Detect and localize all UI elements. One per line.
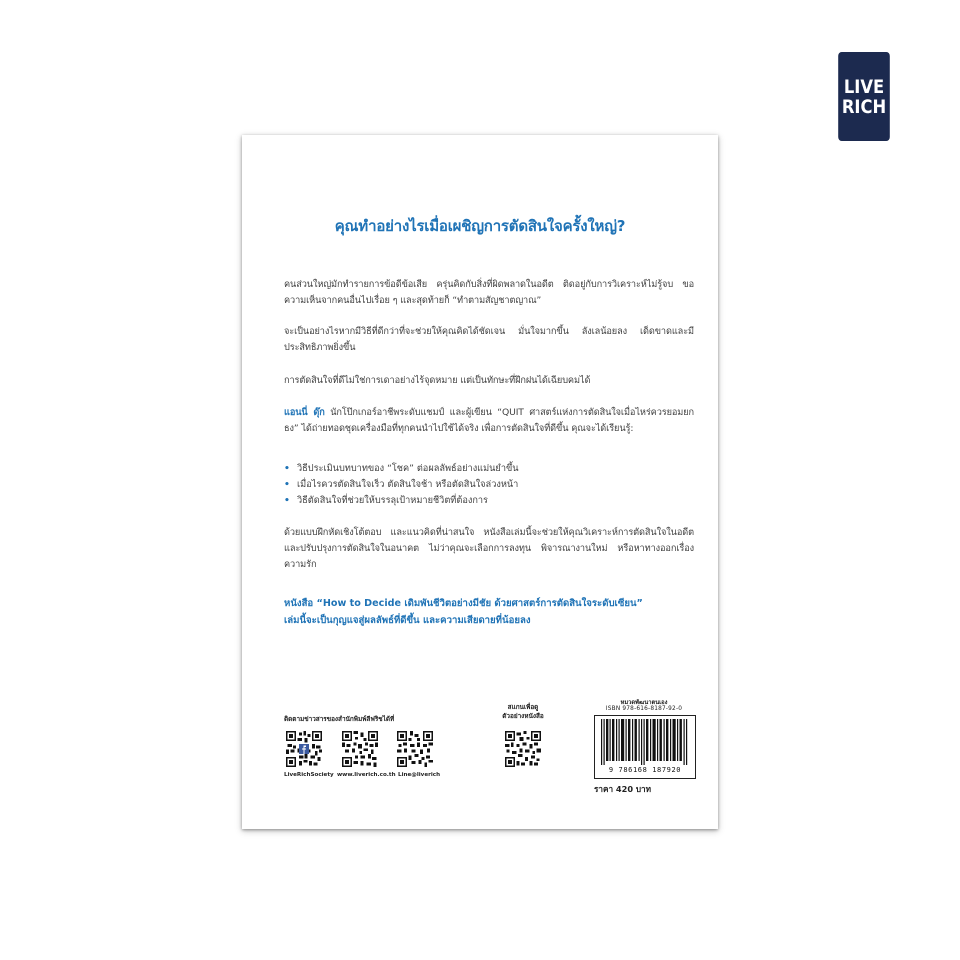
book-back-cover (242, 135, 718, 829)
cover-headline: คุณทำอย่างไรเมื่อเผชิญการตัดสินใจครั้งใหญ่? (334, 217, 626, 235)
paragraph-1: คนส่วนใหญ่มักทำรายการข้อดีข้อเสีย ครุ่นคิดกับสิ่งที่ผิดพลาดในอดีต ติดอยู่กับการวิเคราะห์ไม่รู้จบ ขอความเห็นจากคนอื่นไปเรื่อย ๆ และสุดท้ายก็ “ทำตามสัญชาตญาณ” (284, 279, 694, 306)
closing-line-2: เล่มนี้จะเป็นกุญแจสู่ผลลัพธ์ที่ดีขึ้น และความเสียดายที่น้อยลง (284, 615, 531, 626)
paragraph-4-text: นักโป๊กเกอร์อาชีพระดับแชมป์ และผู้เขียน “QUIT ศาสตร์แห่งการตัดสินใจเมื่อไหร่ควรยอมยกธง” ได้ถ่ายทอดชุดเครื่องมือที่ทุกคนนำไปใช้ได้จริง เพื่อการตัดสินใจที่ดีขึ้น คุณจะได้เรียนรู้: (284, 407, 694, 434)
barcode (594, 715, 696, 779)
qr-code-facebook[interactable] (286, 731, 322, 767)
qr-code-sample[interactable] (505, 731, 541, 767)
qr-code-line[interactable] (397, 731, 433, 767)
bullet-text: วิธีประเมินบทบาทของ “โชค” ต่อผลลัพธ์อย่างแม่นยำขึ้น (297, 463, 519, 474)
bullet-item: • วิธีตัดสินใจที่ช่วยให้บรรลุเป้าหมายชีวิตที่ต้องการ (284, 495, 488, 506)
bullet-text: เมื่อไรควรตัดสินใจเร็ว ตัดสินใจช้า หรือตัดสินใจล่วงหน้า (297, 479, 519, 490)
bullet-item: • เมื่อไรควรตัดสินใจเร็ว ตัดสินใจช้า หรือตัดสินใจล่วงหน้า (284, 479, 519, 490)
paragraph-5: ด้วยแบบฝึกหัดเชิงโต้ตอบ และแนวคิดที่น่าสนใจ หนังสือเล่มนี้จะช่วยให้คุณวิเคราะห์การตัดสินใจในอดีต และปรับปรุงการตัดสินใจในอนาคต ไม่ว่าคุณจะเลือกการลงทุน พิจารณางานใหม่ หรือหาทางออกเรื่องความรัก (284, 527, 694, 570)
scan-heading-line-1: สแกนเพื่อดู (507, 703, 539, 711)
bullet-item: • วิธีประเมินบทบาทของ “โชค” ต่อผลลัพธ์อย่างแม่นยำขึ้น (284, 463, 519, 474)
logo-line-2: RICH (841, 95, 887, 118)
logo-line-1: LIVE (843, 75, 885, 98)
paragraph-3: การตัดสินใจที่ดีไม่ใช่การเดาอย่างไร้จุดหมาย แต่เป็นทักษะที่ฝึกฝนได้เฉียบคมได้ (284, 375, 591, 386)
qr-caption-website: www.liverich.co.th (337, 772, 396, 778)
liverich-logo (838, 52, 890, 141)
category-label: หมวดพัฒนาตนเอง (620, 700, 668, 706)
paragraph-4 (284, 405, 694, 437)
author-name: แอนนี่ ดุ๊ก (284, 407, 325, 418)
qr-caption-facebook: LiveRichSociety (284, 772, 334, 778)
follow-heading: ติดตามข่าวสารของสำนักพิมพ์ลีฟริชได้ที่ (284, 715, 395, 723)
scan-heading (488, 703, 558, 721)
scan-heading-line-2: ตัวอย่างหนังสือ (502, 712, 544, 720)
qr-caption-line: Line@liverich (398, 772, 441, 778)
closing-statement (284, 595, 694, 629)
isbn-text: ISBN 978-616-8187-92-0 (605, 706, 683, 712)
barcode-bars (599, 719, 691, 765)
qr-code-website[interactable] (342, 731, 378, 767)
bullet-text: วิธีตัดสินใจที่ช่วยให้บรรลุเป้าหมายชีวิตที่ต้องการ (297, 495, 488, 506)
barcode-digits: 9 786168 187920 (608, 766, 682, 774)
paragraph-2: จะเป็นอย่างไรหากมีวิธีที่ดีกว่าที่จะช่วยให้คุณคิดได้ชัดเจน มั่นใจมากขึ้น ลังเลน้อยลง เด็ดขาดและมีประสิทธิภาพยิ่งขึ้น (284, 326, 694, 353)
bullet-list (284, 461, 694, 509)
closing-line-1: หนังสือ “How to Decide เดิมพันชีวิตอย่างมีชัย ด้วยศาสตร์การตัดสินใจระดับเซียน” (284, 598, 643, 609)
price: ราคา 420 บาท (594, 784, 652, 794)
